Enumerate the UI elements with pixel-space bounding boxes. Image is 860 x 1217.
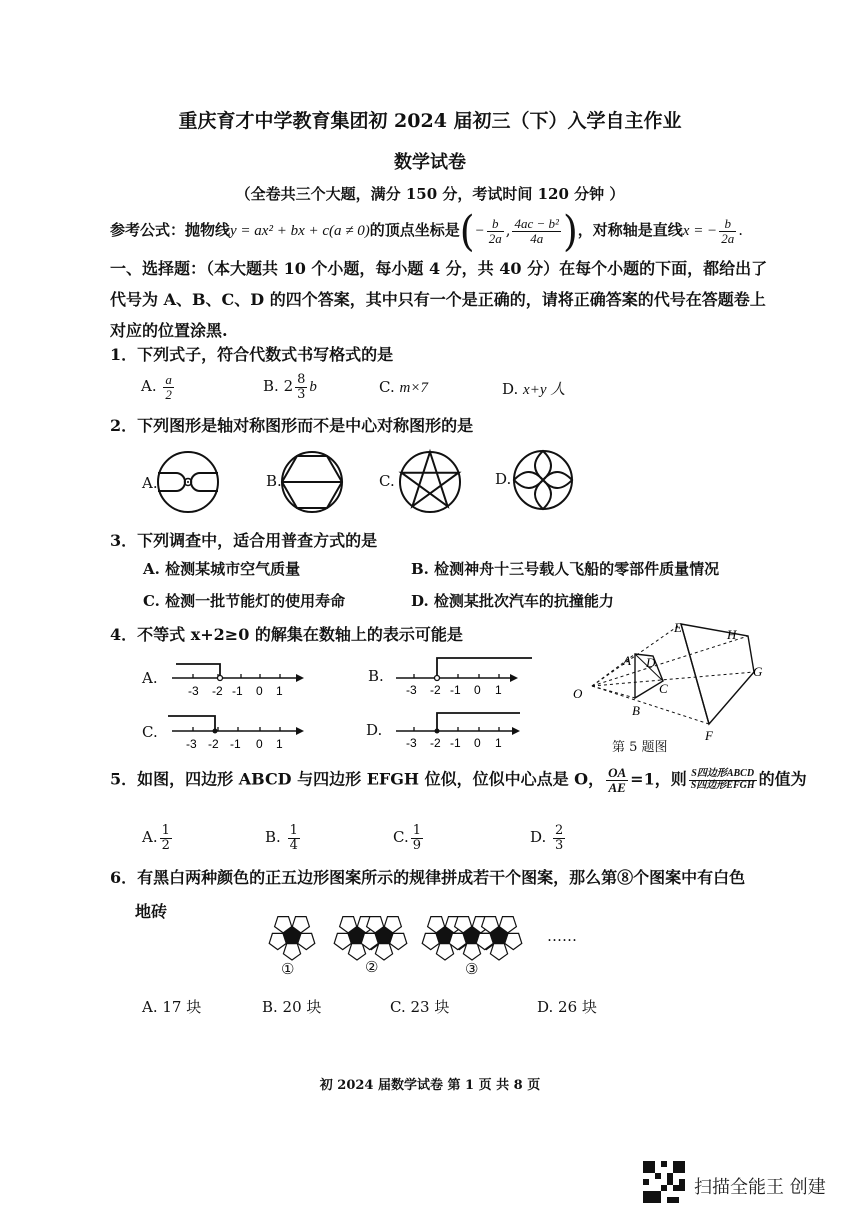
vertex-y-den: 4a (530, 230, 544, 246)
svg-text:-3: -3 (188, 684, 199, 698)
figure-d (514, 451, 572, 509)
q5-option-c: C. $\frac{1}{9}$ (393, 823, 421, 853)
axis-equation: x = − (682, 223, 718, 239)
figure-a (158, 452, 218, 512)
svg-text:-2: -2 (430, 683, 441, 697)
vertex-y-num: 4ac − b² (514, 215, 559, 231)
svg-text:1: 1 (276, 684, 283, 698)
axis-text: ，对称轴是直线 (577, 221, 683, 239)
q1-option-b: B. 2 $\frac{8}{3}$ b (263, 372, 317, 402)
q6-ellipsis: …… (547, 927, 577, 945)
svg-text:O: O (573, 686, 583, 701)
white-tile (348, 944, 365, 960)
svg-text:C: C (659, 681, 668, 696)
q1-option-c: C. m×7 (379, 378, 428, 396)
svg-text:1: 1 (495, 683, 502, 697)
q6-pattern-label-1: ① (281, 960, 295, 978)
svg-text:0: 0 (474, 683, 481, 697)
svg-text:E: E (674, 620, 682, 635)
white-tile (463, 944, 480, 960)
qr-code-icon (643, 1161, 685, 1203)
svg-text:-2: -2 (430, 736, 441, 750)
q5-stem: 5．如图，四边形 ABCD 与四边形 EFGH 位似，位似中心点是 O， $\frac{OA}{AE}$ =1，则 $\frac{\text{S四边形ABCD}}{\text{S四边形EFGH}}$ 的值为 (110, 765, 807, 795)
q3-stem: 3．下列调查中，适合用普查方式的是 (110, 531, 378, 550)
exam-note: （全卷共三个大题，满分 150 分，考试时间 120 分钟 ） (235, 185, 625, 203)
number-line-c (168, 709, 308, 753)
q4-stem: 4．不等式 x+2≥0 的解集在数轴上的表示可能是 (110, 625, 463, 644)
q6-stem-line1: 6．有黑白两种颜色的正五边形图案所示的规律拼成若干个图案，那么第⑧个图案中有白色 (110, 868, 746, 887)
svg-text:B: B (632, 703, 640, 718)
svg-text:-3: -3 (406, 683, 417, 697)
q1-stem: 1．下列式子，符合代数式书写格式的是 (110, 345, 394, 364)
number-line-b (392, 654, 537, 698)
q4-label-c: C. (142, 723, 158, 741)
vertex-x-den: 2a (488, 230, 502, 246)
q2-stem: 2．下列图形是轴对称图形而不是中心对称图形的是 (110, 416, 474, 435)
section1-line2: 代号为 A、B、C、D 的四个答案，其中只有一个是正确的，请将正确答案的代号在答题卷上 (110, 290, 766, 309)
white-tile (283, 944, 300, 960)
q6-patterns (262, 906, 582, 978)
white-tile (436, 944, 453, 960)
svg-text:1: 1 (276, 737, 283, 751)
q3-option-b: B. 检测神舟十三号载人飞船的零部件质量情况 (411, 560, 720, 578)
q6-option-b: B. 20 块 (262, 998, 322, 1016)
q4-label-a: A. (142, 669, 158, 687)
q2-figures (150, 448, 600, 528)
figure-c (400, 452, 460, 512)
q6-option-a: A. 17 块 (142, 998, 202, 1016)
svg-text:D: D (646, 655, 656, 670)
q2-label-b: B. (266, 472, 282, 490)
svg-text:-3: -3 (186, 737, 197, 751)
svg-text:-1: -1 (230, 737, 241, 751)
q5-option-d: D. $\frac{2}{3}$ (530, 823, 564, 853)
q2-label-d: D. (495, 470, 512, 488)
axis-den: 2a (721, 230, 735, 246)
svg-text:0: 0 (256, 684, 263, 698)
number-line-a (168, 656, 308, 700)
q6-option-d: D. 26 块 (537, 998, 597, 1016)
q6-option-c: C. 23 块 (390, 998, 450, 1016)
q5-option-a: A. $\frac{1}{2}$ (142, 823, 170, 853)
scanner-watermark: 扫描全能王 创建 (694, 1177, 826, 1198)
section1-line3: 对应的位置涂黑. (110, 321, 228, 340)
white-tile (490, 944, 507, 960)
vertex-x-num: b (487, 217, 504, 232)
svg-text:1: 1 (495, 736, 502, 750)
svg-text:G: G (753, 664, 763, 679)
q3-option-a: A. 检测某城市空气质量 (143, 560, 301, 578)
exam-subject: 数学试卷 (394, 152, 466, 173)
axis-num: b (719, 217, 736, 232)
vertex-text: 的顶点坐标是 (369, 221, 460, 239)
svg-text:A: A (623, 653, 631, 668)
q2-label-c: C. (379, 472, 395, 490)
parabola-equation: y = ax² + bx + c(a ≠ 0) (230, 223, 370, 239)
page-footer: 初 2024 届数学试卷 第 1 页 共 8 页 (319, 1078, 541, 1093)
q2-label-a: A. (142, 474, 158, 492)
svg-text:-1: -1 (232, 684, 243, 698)
svg-text:-2: -2 (212, 684, 223, 698)
q3-option-d: D. 检测某批次汽车的抗撞能力 (411, 592, 614, 610)
q5-figure (566, 616, 796, 746)
exam-title: 重庆育才中学教育集团初 2024 届初三（下）入学自主作业 (178, 110, 682, 132)
svg-text:-3: -3 (406, 736, 417, 750)
q5-option-b: B. $\frac{1}{4}$ (265, 823, 298, 853)
svg-text:0: 0 (474, 736, 481, 750)
svg-text:-1: -1 (450, 736, 461, 750)
q4-label-d: D. (366, 721, 383, 739)
number-line-d (392, 707, 532, 751)
q4-label-b: B. (368, 667, 384, 685)
formula-prefix: 参考公式：抛物线 (110, 221, 231, 239)
reference-formula: 参考公式：抛物线y = ax² + bx + c(a ≠ 0)的顶点坐标是(− $\frac{b}{2a}$ , $\frac{\text{4ac − b²}}{4a}$ )，对称轴是直线x = − $\frac{b}{2a}$ . (110, 206, 743, 256)
q1-option-d: D. x+y 人 (502, 380, 566, 398)
q6-stem-line2: 地砖 (135, 902, 168, 921)
q6-pattern-label-3: ③ (465, 960, 479, 978)
svg-text:0: 0 (256, 737, 263, 751)
svg-text:-1: -1 (450, 683, 461, 697)
q1-option-a: A. $\frac{a}{2}$ (141, 372, 172, 402)
section1-heading (110, 253, 767, 346)
svg-text:H: H (727, 627, 737, 642)
section1-line1: 一、选择题：（本大题共 10 个小题，每小题 4 分，共 40 分）在每个小题的下面，都给出了 (110, 259, 768, 278)
figure-b (282, 452, 342, 512)
svg-text:-2: -2 (208, 737, 219, 751)
q5-figure-caption: 第 5 题图 (612, 740, 668, 755)
q6-pattern-label-2: ② (365, 958, 379, 976)
q3-option-c: C. 检测一批节能灯的使用寿命 (143, 592, 346, 610)
svg-text:F: F (705, 728, 713, 743)
